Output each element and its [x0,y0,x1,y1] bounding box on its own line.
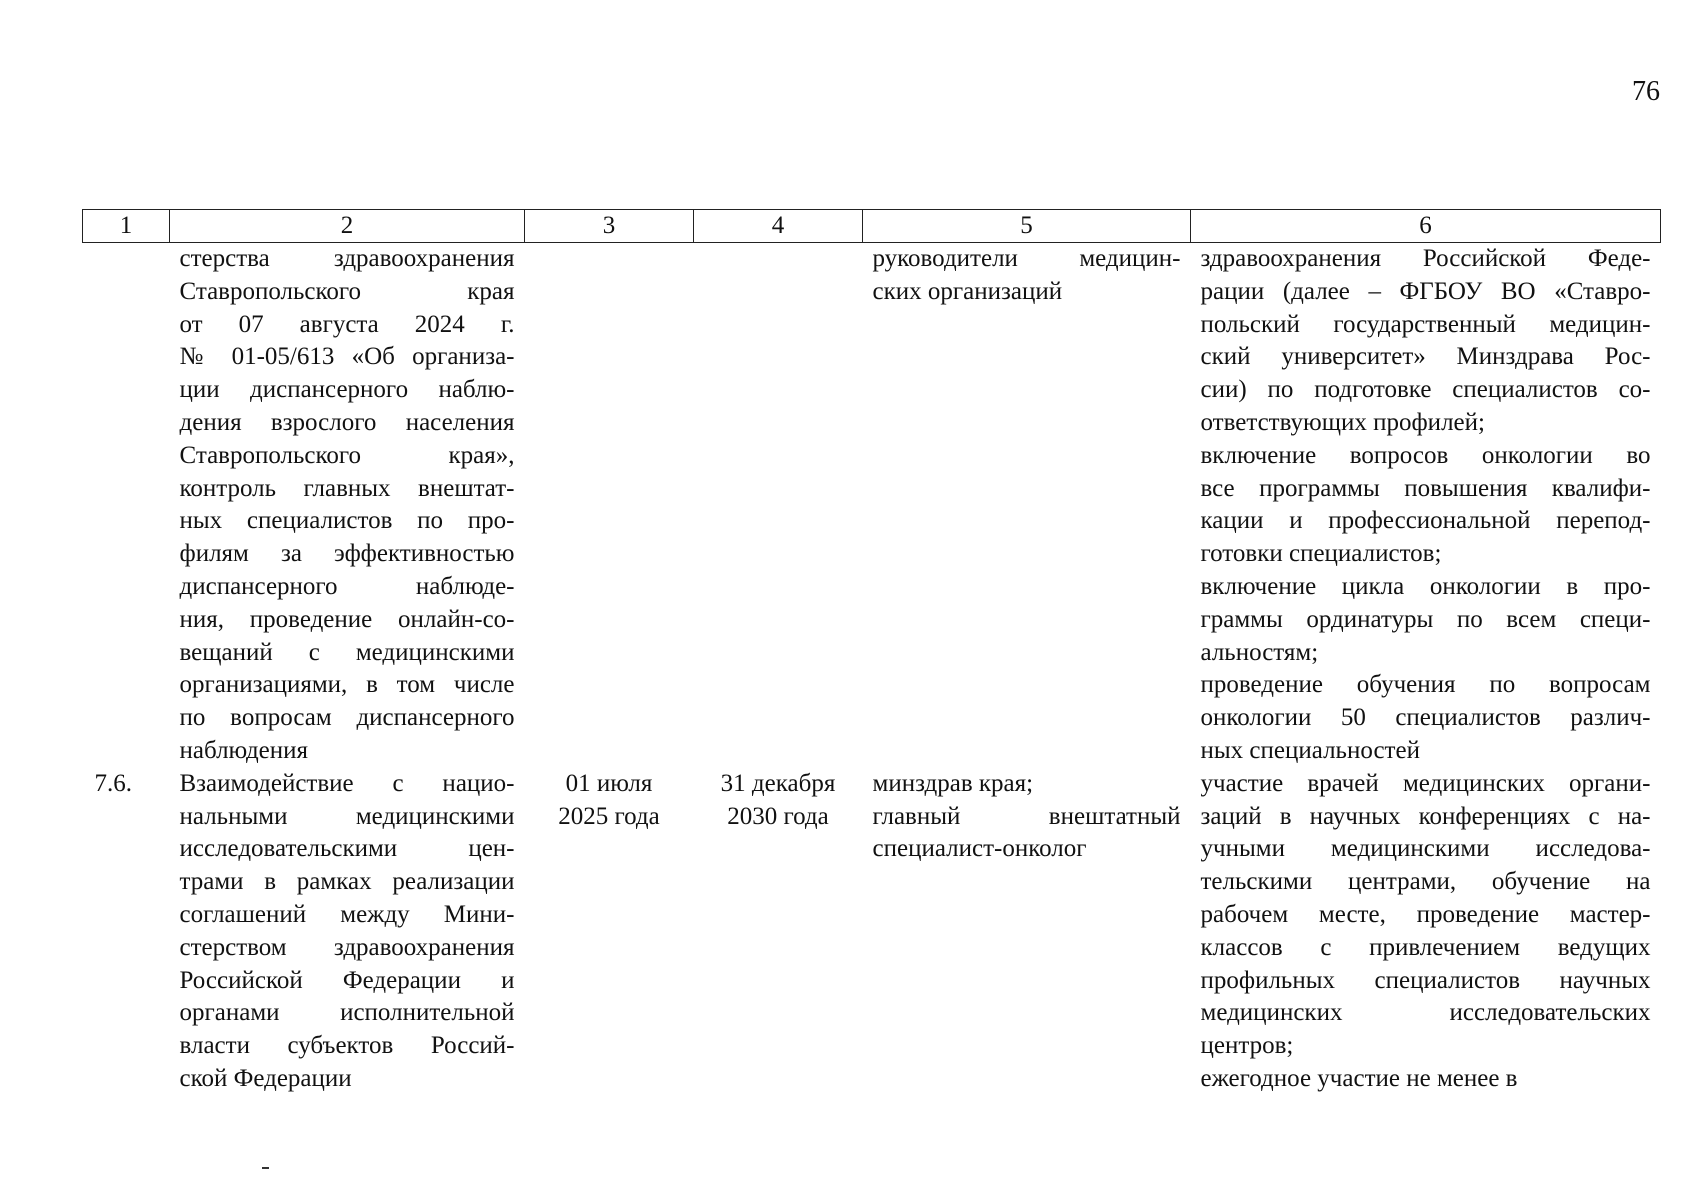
text-line: исследовательскими цен- [179,835,515,863]
text-line: Ставропольского края [179,277,515,305]
text-line: трами в рамках реализации [179,868,515,896]
header-col-6: 6 [1191,210,1661,243]
text-line: специалист-онколог [872,835,1087,863]
cell-event-description [170,768,525,1096]
text-line: ния, проведение онлайн-со- [179,605,515,633]
text-line: ных специальностей [1200,736,1420,764]
text-line: стерства здравоохранения [179,245,515,272]
text-line: руководители медицин- [872,245,1181,272]
text-line: учными медицинскими исследова- [1200,835,1651,863]
text-line: стерством здравоохранения [179,933,515,961]
text-line: Ставропольского края», [179,441,515,469]
text-line: дения взрослого населения [179,408,515,436]
text-line: онкологии 50 специалистов различ- [1200,704,1651,732]
text-line: 2030 года [727,802,829,830]
text-line: власти субъектов Россий- [179,1032,515,1060]
text-line: альностям; [1200,638,1319,666]
text-line: по вопросам диспансерного [179,704,515,732]
header-col-5: 5 [863,210,1191,243]
text-line: ской Федерации [179,1064,352,1092]
text-line: граммы ординатуры по всем специ- [1200,605,1651,633]
text-line: ции диспансерного наблю- [179,376,515,404]
text-line: 31 декабря [720,769,836,797]
stray-mark [262,1167,269,1169]
text-line: польский государственный медицин- [1200,310,1651,338]
text-line: наблюдения [179,736,309,764]
cell-event-description [170,243,525,768]
plan-table [82,209,1661,1096]
text-line: ских организаций [872,277,1063,305]
cell-start-date [525,243,694,768]
text-line: главный внештатный [872,802,1181,830]
text-line: классов с привлечением ведущих [1200,933,1651,961]
text-line: рации (далее – ФГБОУ ВО «Ставро- [1200,277,1651,305]
text-line: филям за эффективностью [179,540,515,568]
text-line: все программы повышения квалифи- [1200,474,1651,502]
text-line: ответствующих профилей; [1200,408,1485,436]
text-line: диспансерного наблюде- [179,572,515,600]
cell-end-date [694,768,863,1096]
text-line: центров; [1200,1032,1294,1060]
cell-end-date [694,243,863,768]
cell-responsible [863,243,1191,768]
text-line: соглашений между Мини- [179,900,515,928]
text-line: ский университет» Минздрава Рос- [1200,343,1651,371]
table-header-row [83,210,1661,243]
text-line: № 01-05/613 «Об организа- [179,343,515,371]
text-line: здравоохранения Российской Феде- [1200,245,1651,272]
text-line: 01 июля [565,769,653,797]
cell-responsible [863,768,1191,1096]
text-line: медицинских исследовательских [1200,999,1651,1027]
text-line: тельскими центрами, обучение на [1200,868,1651,896]
text-line: заций в научных конференциях с на- [1200,802,1651,830]
header-col-4: 4 [694,210,863,243]
cell-result [1191,243,1661,768]
text-line: вещаний с медицинскими [179,638,515,666]
cell-start-date [525,768,694,1096]
table-row-7-6 [83,768,1661,1096]
text-line: органами исполнительной [179,999,515,1027]
text-line: включение вопросов онкологии во [1200,441,1651,469]
text-line: готовки специалистов; [1200,540,1442,568]
table-row-continuation [83,243,1661,768]
text-line: кации и профессиональной перепод- [1200,507,1651,535]
cell-number [83,243,170,768]
text-line: Взаимодействие с нацио- [179,769,515,797]
text-line: нальными медицинскими [179,802,515,830]
cell-number: 7.6. [94,769,132,797]
text-line: участие врачей медицинских органи- [1200,769,1651,797]
header-col-2: 2 [170,210,525,243]
cell-result [1191,768,1661,1096]
text-line: Российской Федерации и [179,966,515,994]
text-line: рабочем месте, проведение мастер- [1200,900,1651,928]
header-col-1: 1 [83,210,170,243]
text-line: минздрав края; [872,769,1034,797]
text-line: профильных специалистов научных [1200,966,1651,994]
text-line: организациями, в том числе [179,671,515,699]
text-line: ежегодное участие не менее в [1200,1064,1518,1092]
header-col-3: 3 [525,210,694,243]
text-line: проведение обучения по вопросам [1200,671,1651,699]
text-line: сии) по подготовке специалистов со- [1200,376,1651,404]
text-line: ных специалистов по про- [179,507,515,535]
text-line: от 07 августа 2024 г. [179,310,515,338]
page-number: 76 [1632,76,1660,107]
text-line: 2025 года [558,802,660,830]
text-line: контроль главных внештат- [179,474,515,502]
text-line: включение цикла онкологии в про- [1200,572,1651,600]
